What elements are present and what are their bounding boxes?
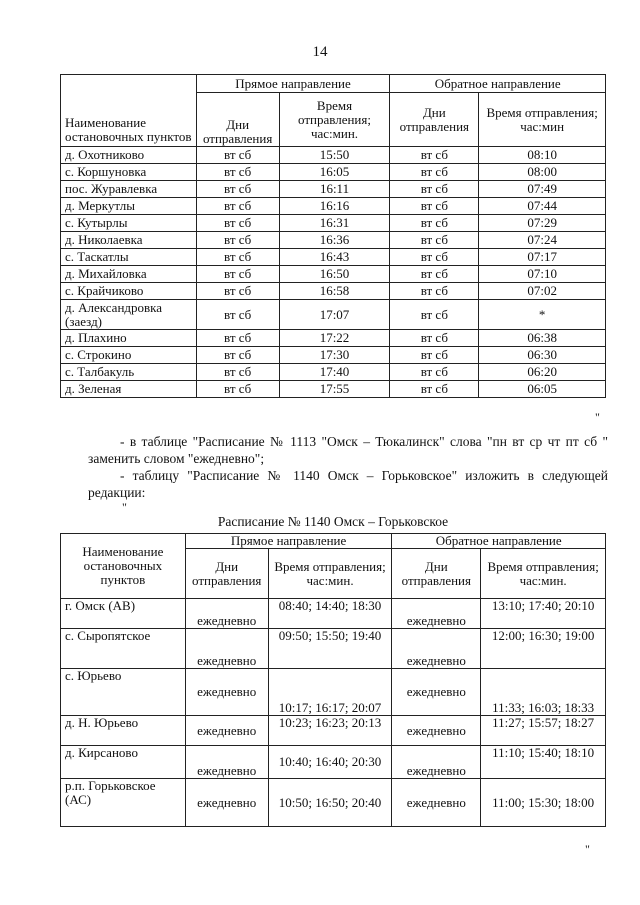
header-days-forward-2: Дни отправления — [185, 549, 268, 599]
days-backward: вт сб — [390, 266, 479, 283]
table-2-caption: Расписание № 1140 Омск – Горьковское — [217, 514, 449, 529]
header-forward-2: Прямое направление — [185, 534, 392, 549]
paragraph-amendment-1113: - в таблице "Расписание № 1113 "Омск – Тюкалинск" слова "пн вт ср чт пт сб " заменить словом "ежедневно"; — [88, 434, 608, 466]
time-backward: 08:00 — [479, 164, 606, 181]
header-time-backward: Время отправления; час:мин — [479, 93, 606, 147]
days-backward: вт сб — [390, 300, 479, 330]
days-backward: вт сб — [390, 147, 479, 164]
table-row — [61, 181, 606, 198]
time-forward: 16:50 — [279, 266, 390, 283]
table-row — [61, 249, 606, 266]
time-backward: 07:44 — [479, 198, 606, 215]
days-forward: вт сб — [196, 300, 279, 330]
stop-name: с. Сыропятское — [61, 629, 186, 669]
table-row — [61, 147, 606, 164]
time-backward: 06:30 — [479, 347, 606, 364]
table-row — [61, 347, 606, 364]
stop-name: р.п. Горьковское (АС) — [61, 779, 186, 827]
time-backward: 11:27; 15:57; 18:27 — [481, 716, 606, 746]
time-forward: 17:07 — [279, 300, 390, 330]
table-row — [61, 215, 606, 232]
time-forward: 16:11 — [279, 181, 390, 198]
table-row — [61, 330, 606, 347]
days-forward: вт сб — [196, 381, 279, 398]
time-backward: 06:20 — [479, 364, 606, 381]
time-backward: * — [479, 300, 606, 330]
days-forward: ежедневно — [185, 716, 268, 746]
stop-name: с. Таскатлы — [61, 249, 197, 266]
days-backward: вт сб — [390, 364, 479, 381]
time-backward: 07:10 — [479, 266, 606, 283]
stop-name: д. Александровка (заезд) — [61, 300, 197, 330]
days-forward: вт сб — [196, 283, 279, 300]
time-forward: 10:50; 16:50; 20:40 — [268, 779, 392, 827]
time-forward: 16:16 — [279, 198, 390, 215]
days-backward: ежедневно — [392, 716, 481, 746]
time-backward: 07:17 — [479, 249, 606, 266]
header-days-backward: Дни отправления — [390, 93, 479, 147]
stop-name: д. Охотниково — [61, 147, 197, 164]
time-forward: 17:55 — [279, 381, 390, 398]
time-backward: 06:38 — [479, 330, 606, 347]
days-forward: ежедневно — [185, 629, 268, 669]
header-stops: Наименование остановочных пунктов — [61, 75, 197, 147]
days-forward: вт сб — [196, 330, 279, 347]
table-row — [61, 669, 606, 716]
time-forward: 16:05 — [279, 164, 390, 181]
stop-name: д. Михайловка — [61, 266, 197, 283]
stop-name: д. Николаевка — [61, 232, 197, 249]
days-forward: ежедневно — [185, 669, 268, 716]
time-forward: 16:58 — [279, 283, 390, 300]
days-forward: вт сб — [196, 215, 279, 232]
days-backward: вт сб — [390, 215, 479, 232]
table-row — [61, 300, 606, 330]
days-backward: ежедневно — [392, 669, 481, 716]
days-backward: вт сб — [390, 232, 479, 249]
table-row — [61, 779, 606, 827]
stop-name: д. Зеленая — [61, 381, 197, 398]
header-backward-2: Обратное направление — [392, 534, 606, 549]
table-2-body — [61, 599, 606, 827]
days-forward: вт сб — [196, 364, 279, 381]
time-forward: 09:50; 15:50; 19:40 — [268, 629, 392, 669]
time-backward: 06:05 — [479, 381, 606, 398]
time-forward: 17:30 — [279, 347, 390, 364]
table-row — [61, 629, 606, 669]
days-backward: вт сб — [390, 181, 479, 198]
days-backward: вт сб — [390, 164, 479, 181]
time-forward: 08:40; 14:40; 18:30 — [268, 599, 392, 629]
table-row — [61, 198, 606, 215]
header-days-backward-2: Дни отправления — [392, 549, 481, 599]
time-backward: 07:49 — [479, 181, 606, 198]
time-backward: 11:10; 15:40; 18:10 — [481, 746, 606, 779]
days-backward: ежедневно — [392, 746, 481, 779]
days-forward: ежедневно — [185, 746, 268, 779]
stop-name: г. Омск (АВ) — [61, 599, 186, 629]
stop-name: д. Плахино — [61, 330, 197, 347]
table-1-body — [61, 147, 606, 398]
table-row — [61, 266, 606, 283]
closing-quote-1: " — [595, 410, 600, 424]
header-forward: Прямое направление — [196, 75, 390, 93]
time-forward: 10:40; 16:40; 20:30 — [268, 746, 392, 779]
stop-name: с. Юрьево — [61, 669, 186, 716]
closing-quote-2: " — [585, 842, 590, 856]
days-forward: вт сб — [196, 164, 279, 181]
opening-quote: " — [122, 500, 127, 514]
stop-name: с. Строкино — [61, 347, 197, 364]
table-row — [61, 716, 606, 746]
stop-name: с. Талбакуль — [61, 364, 197, 381]
time-backward: 07:29 — [479, 215, 606, 232]
table-row — [61, 599, 606, 629]
table-row — [61, 381, 606, 398]
days-backward: вт сб — [390, 283, 479, 300]
header-time-backward-2: Время отправления; час:мин. — [481, 549, 606, 599]
days-backward: ежедневно — [392, 599, 481, 629]
time-backward: 13:10; 17:40; 20:10 — [481, 599, 606, 629]
header-backward: Обратное направление — [390, 75, 606, 93]
header-days-forward: Дни отправления — [196, 93, 279, 147]
days-backward: вт сб — [390, 249, 479, 266]
table-row — [61, 232, 606, 249]
time-backward: 11:00; 15:30; 18:00 — [481, 779, 606, 827]
time-forward: 17:22 — [279, 330, 390, 347]
page-number: 14 — [312, 44, 328, 60]
days-forward: вт сб — [196, 232, 279, 249]
table-row — [61, 283, 606, 300]
table-row — [61, 164, 606, 181]
days-forward: вт сб — [196, 249, 279, 266]
stop-name: с. Крайчиково — [61, 283, 197, 300]
time-forward: 17:40 — [279, 364, 390, 381]
days-forward: вт сб — [196, 266, 279, 283]
days-forward: вт сб — [196, 181, 279, 198]
days-backward: вт сб — [390, 330, 479, 347]
days-forward: вт сб — [196, 198, 279, 215]
schedule-table-1 — [60, 74, 606, 398]
header-time-forward: Время отправления; час:мин. — [279, 93, 390, 147]
days-backward: ежедневно — [392, 629, 481, 669]
stop-name: д. Кирсаново — [61, 746, 186, 779]
days-backward: ежедневно — [392, 779, 481, 827]
time-backward: 11:33; 16:03; 18:33 — [481, 669, 606, 716]
time-backward: 07:02 — [479, 283, 606, 300]
table-row — [61, 746, 606, 779]
days-backward: вт сб — [390, 381, 479, 398]
time-forward: 16:36 — [279, 232, 390, 249]
stop-name: д. Меркутлы — [61, 198, 197, 215]
days-forward: ежедневно — [185, 779, 268, 827]
header-stops-2: Наименование остановочных пунктов — [61, 534, 186, 599]
days-backward: вт сб — [390, 347, 479, 364]
stop-name: с. Кутырлы — [61, 215, 197, 232]
days-backward: вт сб — [390, 198, 479, 215]
stop-name: с. Коршуновка — [61, 164, 197, 181]
stop-name: д. Н. Юрьево — [61, 716, 186, 746]
time-backward: 12:00; 16:30; 19:00 — [481, 629, 606, 669]
schedule-table-2 — [60, 533, 606, 827]
time-backward: 08:10 — [479, 147, 606, 164]
table-row — [61, 364, 606, 381]
time-forward: 15:50 — [279, 147, 390, 164]
time-backward: 07:24 — [479, 232, 606, 249]
time-forward: 16:43 — [279, 249, 390, 266]
header-time-forward-2: Время отправления; час:мин. — [268, 549, 392, 599]
time-forward: 16:31 — [279, 215, 390, 232]
days-forward: вт сб — [196, 147, 279, 164]
days-forward: ежедневно — [185, 599, 268, 629]
days-forward: вт сб — [196, 347, 279, 364]
time-forward: 10:23; 16:23; 20:13 — [268, 716, 392, 746]
paragraph-amendment-1140: - таблицу "Расписание № 1140 Омск – Горьковское" изложить в следующей редакции: — [88, 468, 608, 500]
stop-name: пос. Журавлевка — [61, 181, 197, 198]
time-forward: 10:17; 16:17; 20:07 — [268, 669, 392, 716]
